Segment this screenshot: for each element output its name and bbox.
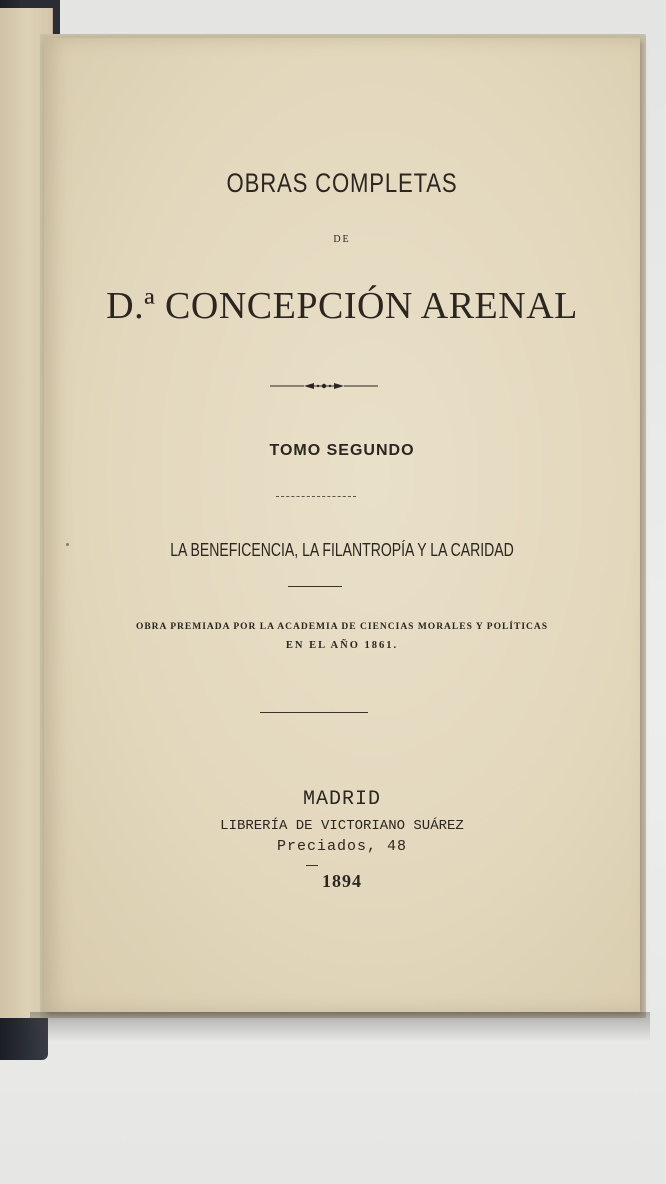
- author-name: D.ª CONCEPCIÓN ARENAL: [106, 285, 578, 327]
- dotted-rule: [276, 496, 356, 497]
- book-shadow: [30, 1012, 650, 1042]
- imprint-address: Preciados, 48: [276, 838, 408, 855]
- imprint-year: 1894: [322, 871, 362, 891]
- short-rule: [288, 586, 342, 587]
- paper-speck: [66, 543, 69, 546]
- tiny-rule: [306, 865, 318, 866]
- imprint-publisher: LIBRERÍA DE VICTORIANO SUÁREZ: [220, 818, 464, 834]
- title-page: [44, 38, 640, 1012]
- imprint-city: MADRID: [302, 788, 381, 811]
- long-rule: [260, 712, 368, 713]
- preposition: DE: [333, 234, 351, 245]
- ornament-divider: [270, 380, 378, 392]
- award-line-2: EN EL AÑO 1861.: [285, 640, 399, 651]
- volume-label: TOMO SEGUNDO: [269, 442, 415, 459]
- series-title: OBRAS COMPLETAS: [226, 168, 458, 198]
- award-line-1: OBRA PREMIADA POR LA ACADEMIA DE CIENCIAS MORALES Y POLÍTICAS: [135, 622, 549, 632]
- work-title: LA BENEFICENCIA, LA FILANTROPÍA Y LA CARIDAD: [170, 540, 514, 560]
